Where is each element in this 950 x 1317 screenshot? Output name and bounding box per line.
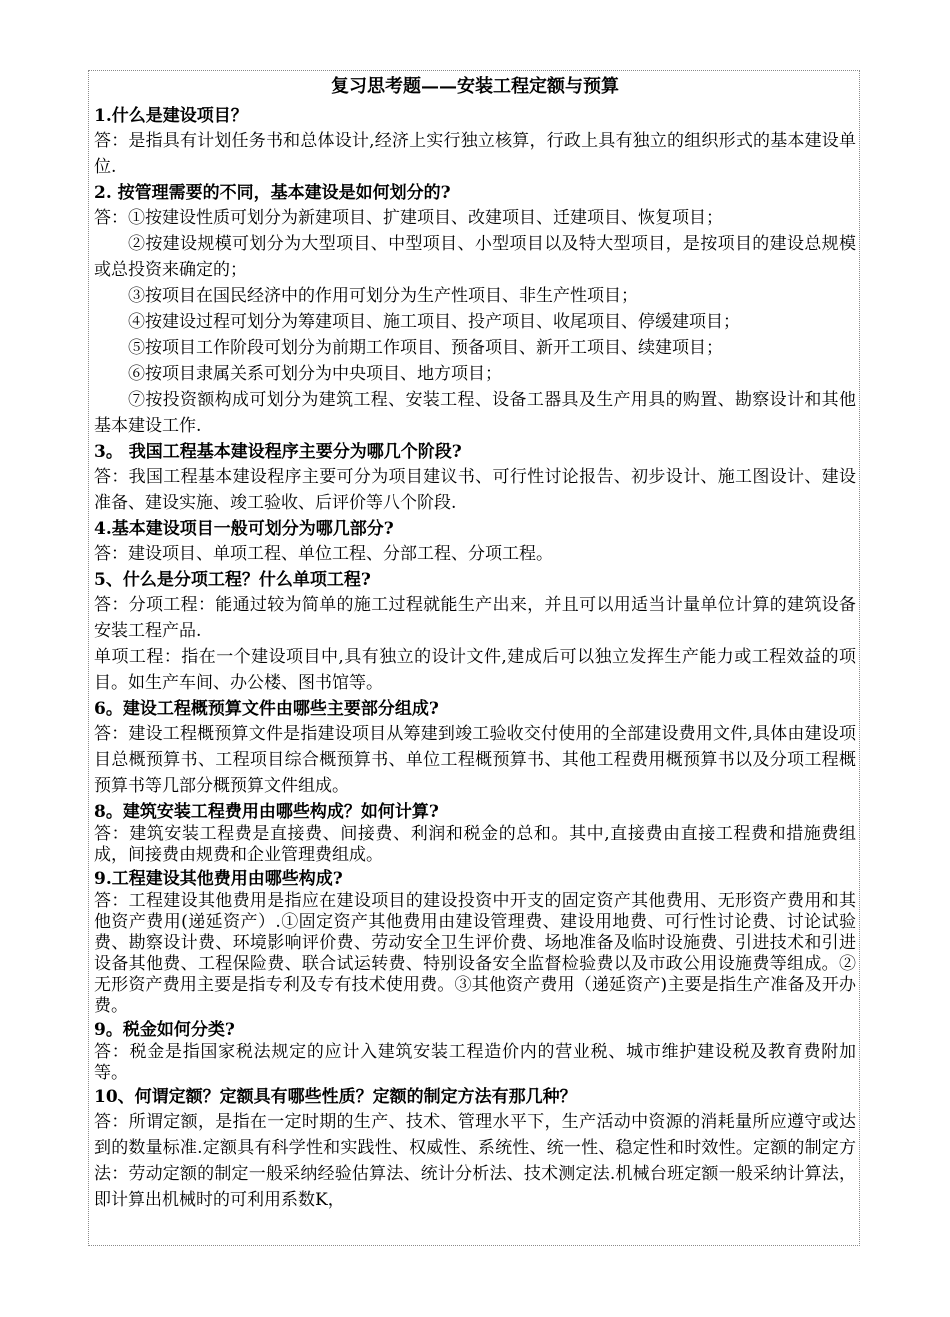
question-9-tax: 9。税金如何分类? — [94, 1020, 235, 1040]
answer-2-line-3: ③按项目在国民经济中的作用可划分为生产性项目、非生产性项目； — [128, 286, 638, 306]
answer-8: 答：建筑安装工程费是直接费、间接费、利润和税金的总和。其中,直接费由直接工程费和措施费组成，间接费由规费和企业管理费组成。 — [94, 824, 856, 865]
question-8: 8。建筑安装工程费用由哪些构成？如何计算? — [94, 802, 439, 822]
answer-1: 答：是指具有计划任务书和总体设计,经济上实行独立核算，行政上具有独立的组织形式的基本建设单位. — [94, 131, 856, 177]
answer-9: 答：工程建设其他费用是指应在建设项目的建设投资中开支的固定资产其他费用、无形资产费用和其他资产费用(递延资产）.①固定资产其他费用由建设管理费、建设用地费、可行性讨论费、讨论试验费、勘察设计费、环境影响评价费、劳动安全卫生评价费、场地准备及临时设施费、引进技术和引进设备其他费、工程保险费、联合试运转费、特别设备安全监督检验费以及市政公用设施费等组成。②无形资产费用主要是指专利及专有技术使用费。③其他资产费用（递延资产)主要是指生产准备及开办费。 — [94, 891, 856, 1016]
question-9: 9.工程建设其他费用由哪些构成? — [94, 869, 343, 889]
answer-2-line-6: ⑥按项目隶属关系可划分为中央项目、地方项目； — [128, 364, 502, 384]
question-4: 4.基本建设项目一般可划分为哪几部分? — [94, 519, 394, 539]
question-2: 2. 按管理需要的不同，基本建设是如何划分的? — [94, 183, 451, 203]
answer-2-line-2: ②按建设规模可划分为大型项目、中型项目、小型项目以及特大型项目，是按项目的建设总规模或总投资来确定的； — [94, 234, 856, 280]
question-6: 6。建设工程概预算文件由哪些主要部分组成? — [94, 699, 439, 719]
question-10: 10、何谓定额？定额具有哪些性质？定额的制定方法有那几种？ — [94, 1087, 577, 1107]
answer-4: 答：建设项目、单项工程、单位工程、分部工程、分项工程。 — [94, 544, 553, 564]
answer-6: 答：建设工程概预算文件是指建设项目从筹建到竣工验收交付使用的全部建设费用文件,具体由建设项目总概预算书、工程项目综合概预算书、单位工程概预算书、其他工程费用概预算书以及分项工程概预算书等几部分概预算文件组成。 — [94, 724, 856, 796]
document-title: 复习思考题——安装工程定额与预算 — [331, 76, 619, 97]
answer-10: 答：所谓定额，是指在一定时期的生产、技术、管理水平下，生产活动中资源的消耗量所应遵守或达到的数量标准.定额具有科学性和实践性、权威性、系统性、统一性、稳定性和时效性。定额的制定方法：劳动定额的制定一般采纳经验估算法、统计分析法、技术测定法.机械台班定额一般采纳计算法，即计算出机械时的可利用系数K， — [94, 1112, 856, 1210]
question-5: 5、什么是分项工程？什么单项工程? — [94, 570, 371, 590]
answer-5-line-2: 单项工程：指在一个建设项目中,具有独立的设计文件,建成后可以独立发挥生产能力或工程效益的项目。如生产车间、办公楼、图书馆等。 — [94, 647, 856, 693]
question-1: 1.什么是建设项目？ — [94, 106, 248, 126]
answer-9-tax: 答：税金是指国家税法规定的应计入建筑安装工程造价内的营业税、城市维护建设税及教育费附加等。 — [94, 1042, 856, 1083]
answer-5-line-1: 答：分项工程：能通过较为简单的施工过程就能生产出来，并且可以用适当计量单位计算的建筑设备安装工程产品. — [94, 595, 856, 641]
answer-2-line-4: ④按建设过程可划分为筹建项目、施工项目、投产项目、收尾项目、停缓建项目； — [128, 312, 740, 332]
answer-2-line-5: ⑤按项目工作阶段可划分为前期工作项目、预备项目、新开工项目、续建项目； — [128, 338, 723, 358]
document-body — [94, 75, 856, 1213]
document-frame — [88, 70, 860, 1246]
answer-2-line-7: ⑦按投资额构成可划分为建筑工程、安装工程、设备工器具及生产用具的购置、勘察设计和其他基本建设工作. — [94, 390, 856, 436]
question-3: 3。 我国工程基本建设程序主要分为哪几个阶段? — [94, 442, 462, 462]
answer-2-line-1: 答：①按建设性质可划分为新建项目、扩建项目、改建项目、迁建项目、恢复项目； — [94, 208, 723, 228]
answer-3: 答：我国工程基本建设程序主要可分为项目建议书、可行性讨论报告、初步设计、施工图设计、建设准备、建设实施、竣工验收、后评价等八个阶段. — [94, 467, 856, 513]
